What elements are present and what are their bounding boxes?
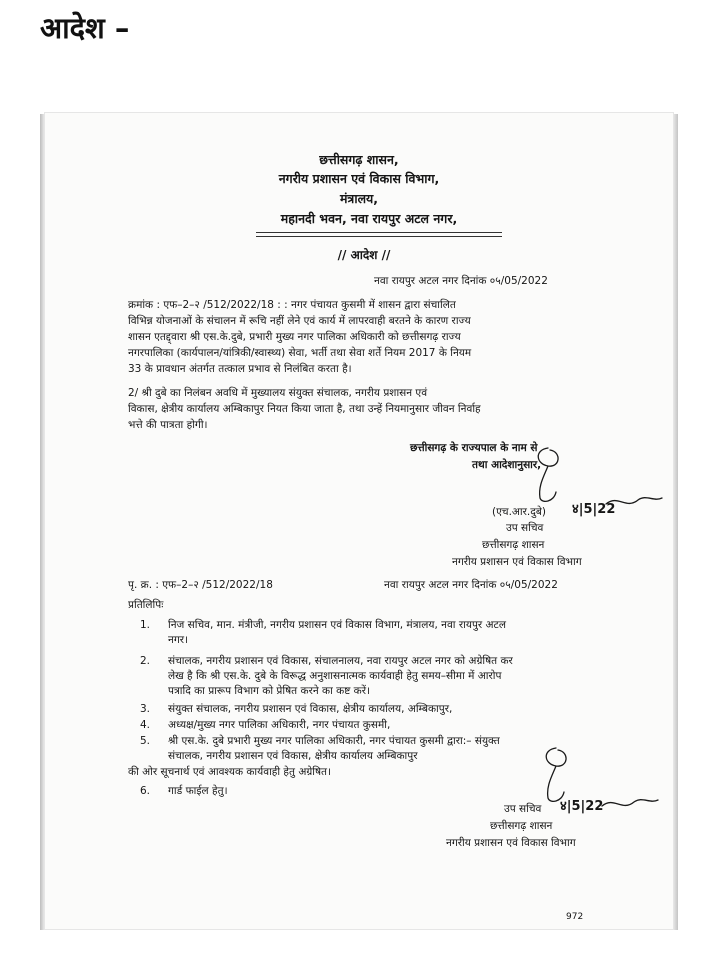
endorsement-reference: पृ. क्र. : एफ–2–२ /512/2022/18: [128, 579, 273, 591]
copy-item-number: 2.: [140, 655, 151, 667]
endorsement-date: नवा रायपुर अटल नगर दिनांक ०५/05/2022: [384, 579, 558, 591]
copy-item-number: 5.: [140, 735, 151, 747]
copy-item-line: श्री एस.के. दुबे प्रभारी मुख्य नगर पालिका अधिकारी, नगर पंचायत कुसमी द्वारा:– संयुक्त: [168, 735, 500, 747]
page-heading: आदेश –: [40, 11, 130, 45]
paragraph-line: 33 के प्रावधान अंतर्गत तत्काल प्रभाव से निलंबित करता है।: [128, 363, 352, 375]
signatory-government: छत्तीसगढ़ शासन: [482, 539, 545, 551]
paragraph-line: क्रमांक : एफ–2–२ /512/2022/18 : : नगर पंचायत कुसमी में शासन द्वारा संचालित: [128, 299, 456, 311]
header-government: छत्तीसगढ़ शासन,: [319, 152, 399, 167]
header-ministry: मंत्रालय,: [339, 191, 379, 206]
paragraph-line: भत्ते की पात्रता होगी।: [128, 419, 208, 431]
copy-item-line: लेख है कि श्री एस.के. दुबे के विरूद्ध अनुशासनात्मक कार्यवाही हेतु समय–सीमा में आरोप: [168, 670, 502, 682]
signature-flourish-2: [600, 792, 660, 816]
paragraph-line: 2/ श्री दुबे का निलंबन अवधि में मुख्यालय संयुक्त संचालक, नगरीय प्रशासन एवं: [128, 387, 428, 399]
paragraph-line: शासन एतद्द्वारा श्री एस.के.दुबे, प्रभारी मुख्य नगर पालिका अधिकारी को छत्तीसगढ़ राज्य: [128, 331, 461, 343]
copy-item-line: गार्ड फाईल हेतु।: [168, 785, 228, 797]
copy-item-line: अध्यक्ष/मुख्य नगर पालिका अधिकारी, नगर पंचायत कुसमी,: [168, 719, 391, 731]
signatory-2-designation: उप सचिव: [504, 803, 542, 815]
order-title: // आदेश //: [337, 248, 391, 262]
paragraph-line: नगरपालिका (कार्यपालन/यांत्रिकी/स्वास्थ्य) सेवा, भर्ती तथा सेवा शर्ते नियम 2017 के नियम: [128, 347, 472, 359]
copy-item-line: संचालक, नगरीय प्रशासन एवं विकास, संचालनालय, नवा रायपुर अटल नगर को अग्रेषित कर: [168, 655, 513, 667]
governor-line: छत्तीसगढ़ के राज्यपाल के नाम से: [410, 442, 538, 454]
copy-item-line: संचालक, नगरीय प्रशासन एवं विकास, क्षेत्रीय कार्यालय अम्बिकापुर: [168, 750, 418, 762]
copy-item-number: 3.: [140, 703, 151, 715]
copy-item-line: संयुक्त संचालक, नगरीय प्रशासन एवं विकास, क्षेत्रीय कार्यालय, अम्बिकापुर,: [168, 703, 453, 715]
signatory-designation: उप सचिव: [506, 522, 544, 534]
header-department: नगरीय प्रशासन एवं विकास विभाग,: [278, 171, 440, 186]
copy-item-number: 6.: [140, 785, 151, 797]
signatory-department: नगरीय प्रशासन एवं विकास विभाग: [452, 556, 582, 568]
copy-item-line: निज सचिव, मान. मंत्रीजी, नगरीय प्रशासन एवं विकास विभाग, मंत्रालय, नवा रायपुर अटल: [168, 619, 506, 631]
signatory-2-department: नगरीय प्रशासन एवं विकास विभाग: [446, 837, 576, 849]
header-rule-top: [256, 232, 502, 233]
copy-tail: की ओर सूचनार्थ एवं आवश्यक कार्यवाही हेतु अग्रेषित।: [128, 766, 332, 778]
order-letter: [44, 112, 674, 930]
copy-item-number: 1.: [140, 619, 151, 631]
order-place-date: नवा रायपुर अटल नगर दिनांक ०५/05/2022: [374, 275, 548, 287]
page-number: 972: [566, 912, 584, 922]
header-rule-bottom: [256, 236, 502, 237]
signature-date: ४|5|22: [572, 502, 616, 517]
signature-2-date: ४|5|22: [560, 799, 604, 814]
copy-item-number: 4.: [140, 719, 151, 731]
signatory-name: (एच.आर.दुबे): [492, 506, 546, 518]
paragraph-line: विकास, क्षेत्रीय कार्यालय अम्बिकापुर नियत किया जाता है, तथा उन्हें नियमानुसार जीवन निर्वाह: [128, 403, 481, 415]
scanned-document: [44, 112, 674, 930]
copy-to-label: प्रतिलिपिः: [128, 599, 164, 611]
header-address: महानदी भवन, नवा रायपुर अटल नगर,: [280, 211, 458, 226]
paragraph-line: विभिन्न योजनाओं के संचालन में रूचि नहीं लेने एवं कार्य में लापरवाही बरतने के कारण राज्य: [128, 315, 471, 327]
copy-item-line: पत्रादि का प्रारूप विभाग को प्रेषित करने का कष्ट करें।: [168, 685, 371, 697]
copy-item-line: नगर।: [168, 634, 189, 646]
governor-line-2: तथा आदेशानुसार,: [472, 459, 542, 471]
signatory-2-government: छत्तीसगढ़ शासन: [490, 820, 553, 832]
